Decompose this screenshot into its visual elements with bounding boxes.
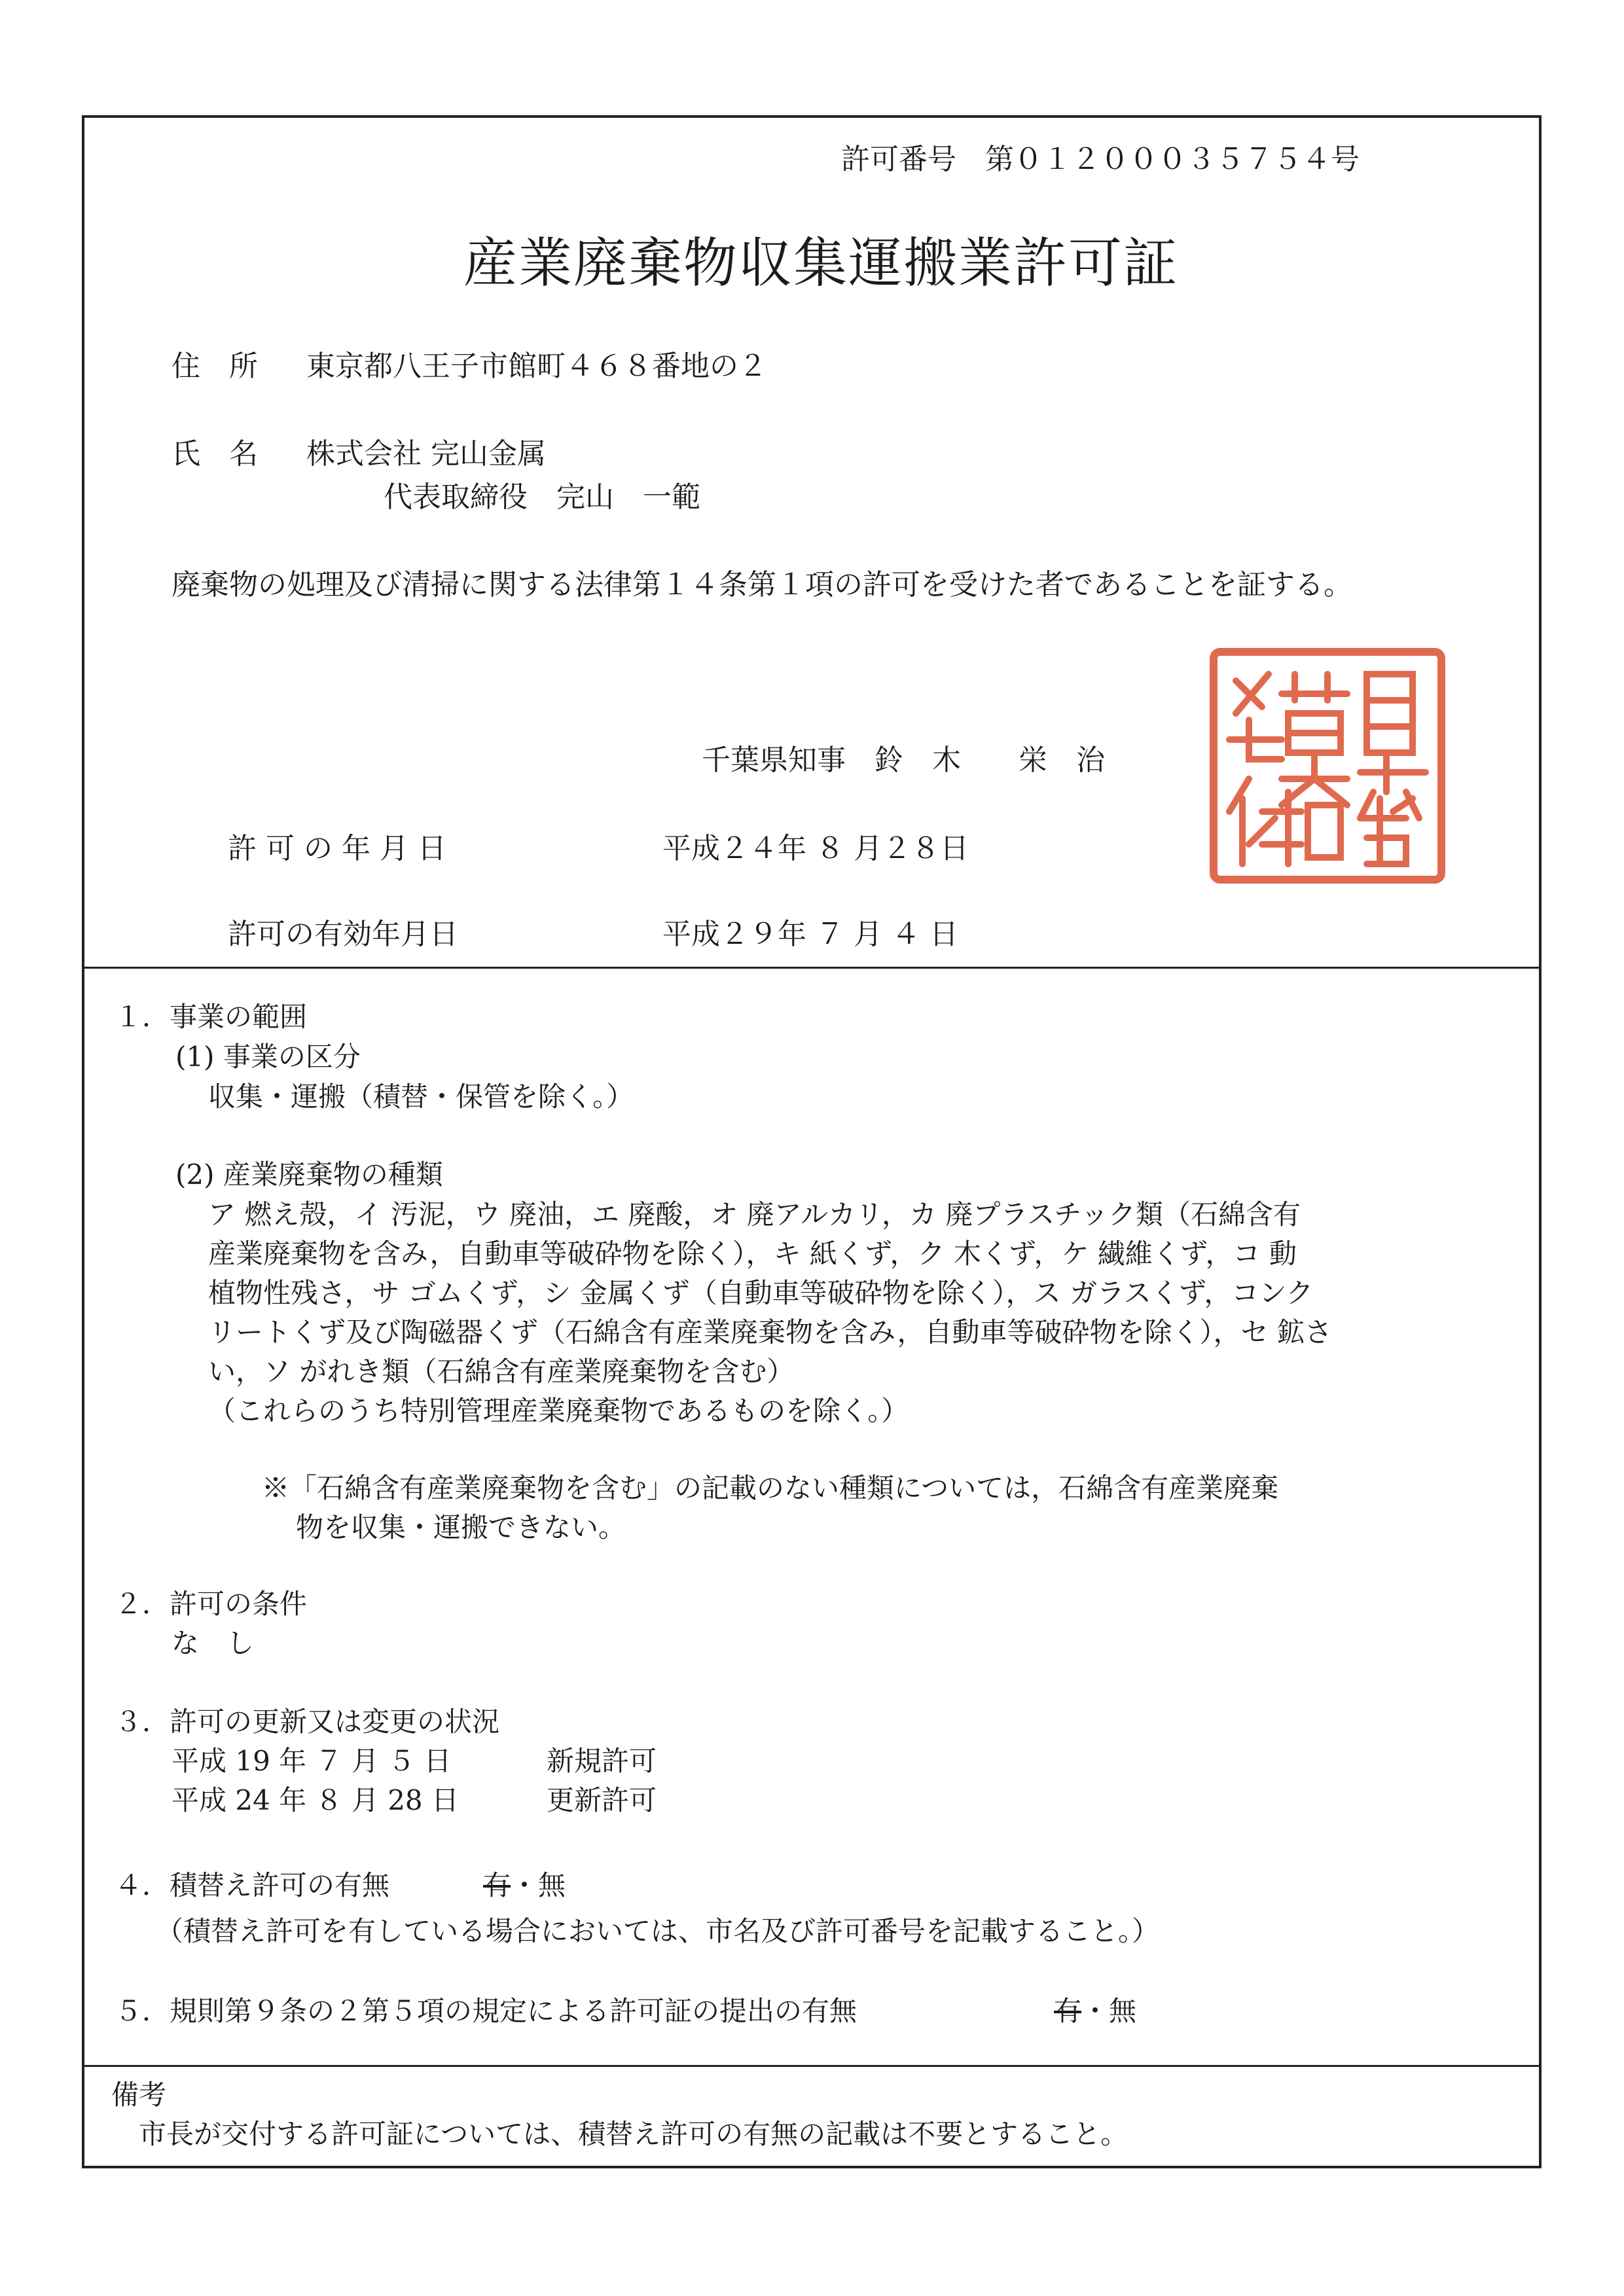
representative-name: 代表取締役 完山 一範 xyxy=(384,480,700,514)
submission-choice xyxy=(1054,1995,1137,2027)
transfer-yes: 有 xyxy=(483,1869,511,1901)
section5-heading: ５．規則第９条の２第５項の規定による許可証の提出の有無 xyxy=(115,1995,857,2027)
transfer-yes-struck xyxy=(483,1869,566,1901)
address-label: 住 所 xyxy=(171,350,258,383)
governor-seal xyxy=(1210,648,1445,884)
section3-heading: ３．許可の更新又は変更の状況 xyxy=(115,1706,500,1738)
submission-yes: 有 xyxy=(1054,1995,1082,2027)
waste-types-line: ア 燃え殻，イ 汚泥，ウ 廃油，エ 廃酸，オ 廃アルカリ，カ 廃プラスチック類（石綿含有 xyxy=(208,1198,1301,1230)
history-date: 平成 24 年 ８ 月 28 日 xyxy=(171,1784,459,1816)
asbestos-note-line: ※「石綿含有産業廃棄物を含む」の記載のない種類については，石綿含有産業廃棄 xyxy=(262,1472,1279,1504)
transfer-no: 無 xyxy=(538,1869,566,1901)
section2-heading: ２．許可の条件 xyxy=(115,1588,308,1620)
submission-no: 無 xyxy=(1109,1995,1137,2027)
remarks-heading: 備考 xyxy=(111,2079,167,2111)
section1-sub2-heading: (2) 産業廃棄物の種類 xyxy=(175,1158,443,1191)
section1-sub1-text: 収集・運搬（積替・保管を除く。） xyxy=(208,1081,634,1113)
certificate-frame xyxy=(82,115,1542,2168)
company-name: 株式会社 完山金属 xyxy=(306,437,546,471)
permit-date-label: 許 可 の 年 月 日 xyxy=(228,832,446,865)
divider-upper xyxy=(82,967,1542,969)
permit-date: 平成２４年 ８ 月２８日 xyxy=(662,832,969,865)
waste-types-line: 植物性残さ，サ ゴムくず，シ 金属くず（自動車等破砕物を除く），ス ガラスくず，コンク xyxy=(208,1277,1314,1309)
section4-note: （積替え許可を有している場合においては、市名及び許可番号を記載すること。） xyxy=(156,1915,1160,1947)
history-status: 新規許可 xyxy=(547,1745,657,1777)
waste-types-line: 産業廃棄物を含み，自動車等破砕物を除く），キ 紙くず，ク 木くず，ケ 繊維くず，コ 動 xyxy=(208,1238,1297,1270)
asbestos-note-line: 物を収集・運搬できない。 xyxy=(296,1511,626,1543)
section4-heading: ４．積替え許可の有無 xyxy=(115,1869,390,1901)
submission-separator: ・ xyxy=(1081,1995,1110,2027)
waste-types-line: い，ソ がれき類（石綿含有産業廃棄物を含む） xyxy=(208,1355,795,1388)
issuer-governor: 千葉県知事 鈴 木 栄 治 xyxy=(702,744,1105,777)
page-title: 産業廃棄物収集運搬業許可証 xyxy=(463,232,1179,295)
history-status: 更新許可 xyxy=(547,1784,657,1816)
waste-types-line: リートくず及び陶磁器くず（石綿含有産業廃棄物を含み，自動車等破砕物を除く），セ 鉱さ xyxy=(208,1316,1332,1348)
valid-until-label: 許可の有効年月日 xyxy=(228,918,458,951)
section1-heading: １．事業の範囲 xyxy=(115,1001,308,1033)
name-label: 氏 名 xyxy=(171,437,258,471)
divider-remarks xyxy=(82,2065,1542,2067)
section1-sub1-heading: (1) 事業の区分 xyxy=(175,1041,361,1073)
permit-number: 許可番号 第０１２０００３５７５４号 xyxy=(841,143,1360,176)
waste-types-exclusion: （これらのうち特別管理産業廃棄物であるものを除く。） xyxy=(208,1395,909,1427)
section2-text: な し xyxy=(171,1627,255,1659)
remarks-text: 市長が交付する許可証については、積替え許可の有無の記載は不要とすること。 xyxy=(139,2118,1128,2150)
address-value: 東京都八王子市館町４６８番地の２ xyxy=(306,350,767,383)
certification-text: 廃棄物の処理及び清掃に関する法律第１４条第１項の許可を受けた者であることを証する。 xyxy=(171,568,1352,601)
valid-until-date: 平成２９年 ７ 月 ４ 日 xyxy=(662,918,958,951)
transfer-separator: ・ xyxy=(511,1869,539,1901)
history-date: 平成 19 年 ７ 月 ５ 日 xyxy=(171,1745,452,1777)
